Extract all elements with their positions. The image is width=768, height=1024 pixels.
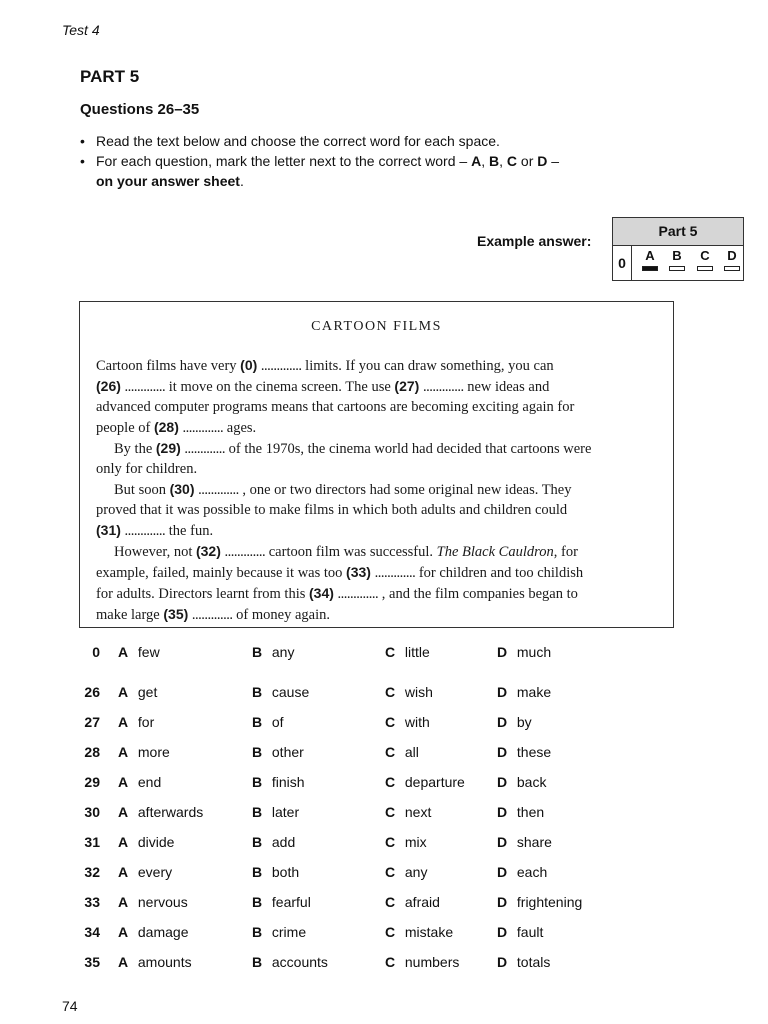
option-b[interactable]: [252, 802, 299, 822]
option-word: any: [404, 864, 428, 880]
option-word: share: [516, 834, 552, 850]
question-row: [0, 802, 768, 822]
question-row: [0, 862, 768, 882]
answer-mark-empty: [697, 266, 713, 271]
instructions-list: [80, 131, 680, 191]
option-word: any: [271, 644, 295, 660]
option-word: little: [404, 644, 430, 660]
option-letter: A: [118, 774, 129, 790]
option-c[interactable]: [385, 922, 453, 942]
blank-dots: .............: [124, 379, 166, 395]
option-letter: B: [252, 804, 263, 820]
option-c[interactable]: [385, 742, 419, 762]
option-c[interactable]: [385, 862, 427, 882]
separator: ,: [499, 153, 507, 169]
option-letter: D: [497, 834, 508, 850]
passage-text: [96, 355, 666, 625]
gap-number: (0): [240, 357, 258, 373]
text-run: for adults. Directors learnt from this: [96, 586, 310, 602]
option-letter: B: [252, 644, 263, 660]
text-run: for children and too childish: [415, 565, 584, 581]
gap-number: (35): [163, 606, 189, 622]
text-run: advanced computer programs means that cartoons are becoming exciting again for: [96, 399, 575, 415]
option-letter: C: [385, 894, 396, 910]
question-number: 31: [84, 834, 100, 850]
page-number: 74: [62, 998, 78, 1014]
blank-dots: .............: [260, 358, 302, 374]
letter-b: B: [488, 153, 500, 169]
blank-dots: .............: [224, 544, 266, 560]
option-letter: B: [252, 924, 263, 940]
option-b[interactable]: [252, 642, 294, 662]
option-word: for: [137, 714, 155, 730]
passage-box: [79, 301, 674, 628]
instruction-text: Read the text below and choose the correct word for each space.: [96, 133, 500, 149]
text-run: limits. If you can draw something, you can: [301, 358, 554, 374]
separator: –: [547, 153, 560, 169]
option-word: mix: [404, 834, 427, 850]
option-letter: A: [118, 684, 129, 700]
text-run: of the 1970s, the cinema world had decided that cartoons were: [225, 441, 592, 457]
option-letter: D: [497, 644, 508, 660]
option-word: departure: [404, 774, 465, 790]
question-row: [0, 682, 768, 702]
option-word: fearful: [271, 894, 311, 910]
question-row: [0, 642, 768, 662]
question-number: 29: [84, 774, 100, 790]
option-word: all: [404, 744, 419, 760]
separator: or: [517, 153, 538, 169]
gap-number: (31): [96, 522, 121, 538]
film-title: The Black Cauldron: [436, 544, 554, 560]
option-word: cause: [271, 684, 310, 700]
option-word: these: [516, 744, 552, 760]
option-letter: D: [497, 804, 508, 820]
option-word: wish: [404, 684, 433, 700]
questions-title: Questions 26–35: [80, 101, 200, 118]
option-letter: D: [497, 894, 508, 910]
example-answer-box: [612, 217, 744, 281]
gap-number: (30): [169, 481, 195, 497]
text-run: it move on the cinema screen. The use: [165, 379, 395, 395]
passage-line: [96, 541, 666, 562]
option-word: next: [404, 804, 432, 820]
text-run: But soon: [114, 482, 170, 498]
question-number: 34: [84, 924, 100, 940]
option-word: afraid: [404, 894, 440, 910]
option-word: other: [271, 744, 304, 760]
option-c[interactable]: [385, 772, 465, 792]
option-letter: D: [497, 744, 508, 760]
option-letter: B: [252, 834, 263, 850]
option-c[interactable]: [385, 832, 427, 852]
option-b[interactable]: [252, 742, 304, 762]
option-c[interactable]: [385, 892, 440, 912]
option-b[interactable]: [252, 682, 309, 702]
option-word: by: [516, 714, 532, 730]
option-letter: C: [385, 954, 396, 970]
instruction-text: .: [239, 173, 244, 189]
example-answer-label: Example answer:: [477, 233, 592, 249]
option-b[interactable]: [252, 772, 305, 792]
blank-dots: .............: [198, 482, 239, 498]
letter-d: D: [537, 153, 548, 169]
option-c[interactable]: [385, 712, 430, 732]
option-letter: A: [118, 714, 129, 730]
answer-mark-empty: [669, 266, 685, 271]
option-d[interactable]: [497, 832, 552, 852]
option-word: more: [137, 744, 170, 760]
option-word: accounts: [271, 954, 328, 970]
question-number: 30: [84, 804, 100, 820]
option-word: few: [137, 644, 160, 660]
option-letter: C: [385, 644, 396, 660]
option-letter: A: [118, 954, 129, 970]
option-letter: B: [252, 744, 263, 760]
option-letter: C: [385, 684, 396, 700]
question-number: 26: [84, 684, 100, 700]
text-run: By the: [114, 441, 156, 457]
option-letter: D: [497, 924, 508, 940]
option-word: crime: [271, 924, 307, 940]
passage-line: [96, 397, 666, 417]
option-d[interactable]: [497, 712, 532, 732]
gap-number: (33): [346, 564, 371, 580]
answer-option-b: [668, 249, 686, 271]
text-run: However, not: [114, 544, 196, 560]
blank-dots: .............: [124, 523, 166, 539]
option-letter: D: [497, 954, 508, 970]
option-word: every: [137, 864, 173, 880]
option-letter: B: [252, 714, 263, 730]
passage-line: [96, 562, 666, 583]
gap-number: (29): [155, 440, 181, 456]
text-run: people of: [96, 420, 154, 436]
gap-number: (32): [195, 543, 221, 559]
option-letter: C: [385, 744, 396, 760]
letter-c: C: [506, 153, 518, 169]
option-letter: C: [385, 714, 396, 730]
passage-line: [96, 459, 666, 479]
question-row: [0, 832, 768, 852]
option-letter: D: [727, 248, 737, 263]
option-d[interactable]: [497, 682, 551, 702]
passage-line: [96, 583, 666, 604]
passage-line: [96, 520, 666, 541]
option-letter: B: [252, 894, 263, 910]
option-b[interactable]: [252, 892, 311, 912]
instruction-emphasis: on your answer sheet: [96, 173, 240, 189]
answer-mark-empty: [724, 266, 740, 271]
option-a[interactable]: [118, 772, 161, 792]
passage-line: [96, 376, 666, 397]
option-letter: A: [118, 924, 129, 940]
option-b[interactable]: [252, 712, 284, 732]
option-word: frightening: [516, 894, 583, 910]
text-run: the fun.: [165, 523, 214, 539]
option-letter: D: [497, 864, 508, 880]
question-row: [0, 892, 768, 912]
blank-dots: .............: [422, 379, 464, 395]
gap-number: (26): [96, 378, 121, 394]
question-number: 0: [92, 644, 100, 660]
blank-dots: .............: [182, 420, 224, 436]
blank-dots: .............: [184, 441, 226, 457]
option-word: amounts: [137, 954, 192, 970]
gap-number: (28): [153, 419, 179, 435]
option-letter: A: [645, 248, 655, 263]
answer-box-title: Part 5: [613, 218, 743, 246]
option-c[interactable]: [385, 802, 431, 822]
option-word: back: [516, 774, 547, 790]
option-word: each: [516, 864, 548, 880]
option-letter: B: [252, 774, 263, 790]
option-a[interactable]: [118, 682, 157, 702]
option-word: finish: [271, 774, 305, 790]
option-letter: A: [118, 894, 129, 910]
gap-number: (34): [309, 585, 334, 601]
option-letter: D: [497, 774, 508, 790]
option-b[interactable]: [252, 922, 306, 942]
option-c[interactable]: [385, 642, 430, 662]
passage-line: [96, 500, 666, 520]
text-run: cartoon film was successful.: [265, 544, 437, 560]
question-row: [0, 952, 768, 972]
option-word: mistake: [404, 924, 454, 940]
option-word: divide: [137, 834, 175, 850]
option-letter: C: [385, 774, 396, 790]
question-row: [0, 772, 768, 792]
option-a[interactable]: [118, 642, 160, 662]
option-letter: C: [385, 804, 396, 820]
option-word: much: [516, 644, 552, 660]
option-letter: B: [672, 248, 682, 263]
text-run: , and the film companies began to: [378, 586, 578, 602]
passage-line: [96, 438, 666, 459]
option-letter: B: [252, 684, 263, 700]
option-a[interactable]: [118, 802, 203, 822]
instruction-item: [80, 131, 680, 151]
option-d[interactable]: [497, 642, 551, 662]
option-a[interactable]: [118, 922, 188, 942]
option-letter: A: [118, 864, 129, 880]
separator: ,: [481, 153, 489, 169]
text-run: example, failed, mainly because it was too: [96, 565, 347, 581]
option-letter: D: [497, 714, 508, 730]
answer-option-c: [696, 249, 714, 271]
option-word: numbers: [404, 954, 460, 970]
option-word: then: [516, 804, 545, 820]
option-d[interactable]: [497, 862, 547, 882]
option-d[interactable]: [497, 922, 543, 942]
option-letter: B: [252, 864, 263, 880]
option-word: make: [516, 684, 552, 700]
blank-dots: .............: [191, 607, 233, 623]
option-letter: D: [497, 684, 508, 700]
option-word: of: [271, 714, 284, 730]
passage-title: CARTOON FILMS: [311, 319, 442, 334]
option-b[interactable]: [252, 952, 328, 972]
instruction-text: For each question, mark the letter next to the correct word –: [96, 153, 472, 169]
text-run: , for: [553, 544, 578, 560]
question-number: 33: [84, 894, 100, 910]
option-c[interactable]: [385, 682, 433, 702]
option-c[interactable]: [385, 952, 459, 972]
option-letter: C: [385, 864, 396, 880]
text-run: proved that it was possible to make films in which both adults and children could: [96, 502, 568, 518]
passage-line: [96, 604, 666, 625]
option-letter: A: [118, 804, 129, 820]
blank-dots: .............: [337, 586, 379, 602]
question-number: 28: [84, 744, 100, 760]
question-row: [0, 742, 768, 762]
option-word: later: [271, 804, 300, 820]
option-word: damage: [137, 924, 189, 940]
test-label: Test 4: [62, 22, 100, 38]
option-a[interactable]: [118, 742, 170, 762]
option-d[interactable]: [497, 802, 544, 822]
option-a[interactable]: [118, 832, 174, 852]
option-word: end: [137, 774, 162, 790]
text-run: of money again.: [232, 607, 330, 623]
option-letter: A: [118, 834, 129, 850]
option-word: add: [271, 834, 296, 850]
option-a[interactable]: [118, 862, 172, 882]
option-word: nervous: [137, 894, 188, 910]
option-word: totals: [516, 954, 551, 970]
gap-number: (27): [394, 378, 420, 394]
option-word: fault: [516, 924, 544, 940]
option-a[interactable]: [118, 952, 192, 972]
text-run: , one or two directors had some original new ideas. They: [238, 482, 572, 498]
question-number: 32: [84, 864, 100, 880]
question-row: [0, 922, 768, 942]
option-a[interactable]: [118, 712, 154, 732]
option-letter: A: [118, 744, 129, 760]
option-b[interactable]: [252, 862, 299, 882]
option-d[interactable]: [497, 892, 582, 912]
option-letter: C: [700, 248, 710, 263]
option-word: with: [404, 714, 430, 730]
option-b[interactable]: [252, 832, 295, 852]
answer-mark-filled: [642, 266, 658, 271]
option-word: afterwards: [137, 804, 204, 820]
passage-line: [96, 479, 666, 500]
option-letter: A: [118, 644, 129, 660]
passage-line: [96, 417, 666, 438]
option-d[interactable]: [497, 952, 550, 972]
option-d[interactable]: [497, 742, 551, 762]
option-letter: C: [385, 834, 396, 850]
blank-dots: .............: [374, 565, 416, 581]
question-number: 35: [84, 954, 100, 970]
answer-box-number: 0: [613, 245, 632, 280]
option-word: both: [271, 864, 300, 880]
option-a[interactable]: [118, 892, 188, 912]
answer-option-a: [641, 249, 659, 271]
text-run: new ideas and: [463, 379, 550, 395]
question-row: [0, 712, 768, 732]
option-d[interactable]: [497, 772, 546, 792]
answer-option-d: [723, 249, 741, 271]
option-letter: C: [385, 924, 396, 940]
letter-a: A: [471, 153, 482, 169]
option-word: get: [137, 684, 158, 700]
text-run: Cartoon films have very: [96, 358, 241, 374]
text-run: ages.: [223, 420, 257, 436]
text-run: only for children.: [96, 461, 198, 477]
text-run: make large: [96, 607, 164, 623]
instruction-item: [80, 151, 680, 191]
question-number: 27: [84, 714, 100, 730]
passage-line: [96, 355, 666, 376]
option-letter: B: [252, 954, 263, 970]
part-title: PART 5: [80, 67, 140, 86]
